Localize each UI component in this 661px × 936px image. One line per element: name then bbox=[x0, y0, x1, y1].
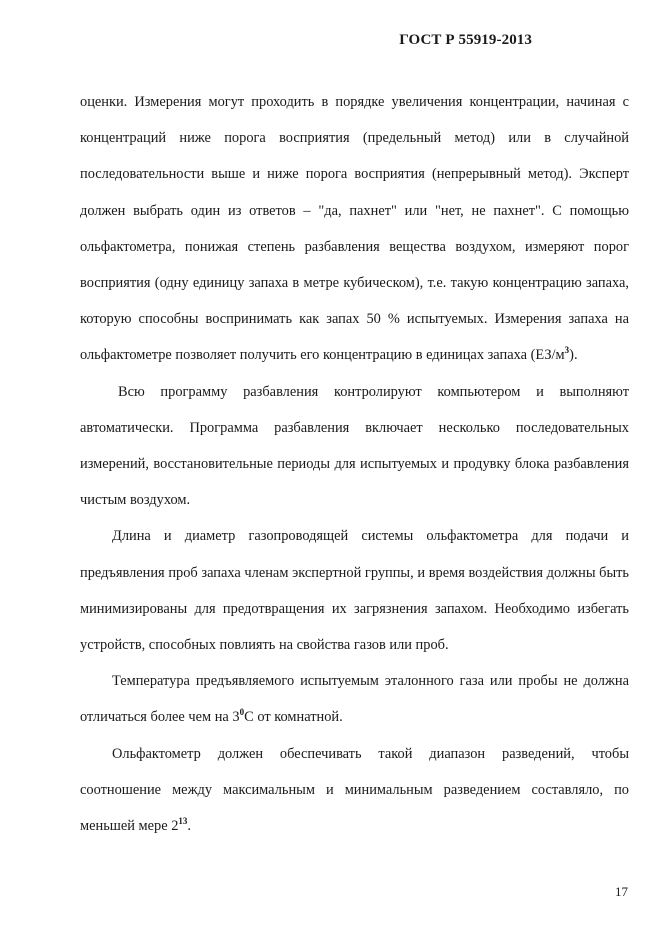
paragraph-temperature bbox=[80, 663, 629, 735]
paragraph-text: Температура предъявляемого испытуемым эталонного газа или пробы не должна отличаться более чем на 3 bbox=[80, 673, 629, 726]
superscript-exponent: 13 bbox=[178, 816, 188, 827]
body-text bbox=[80, 84, 629, 844]
paragraph-text: Ольфактометр должен обеспечивать такой диапазон разведений, чтобы соотношение между максимальным и минимальным разведением составляло, по меньшей мере 2 bbox=[80, 745, 629, 835]
paragraph-text: Длина и диаметр газопроводящей системы ольфактометра для подачи и предъявления проб запаха членам экспертной группы, и время воздействия должны быть минимизированы для предотвращения их загрязнения запахом. Необходимо избегать устройств, способных повлиять на свойства газов или проб. bbox=[80, 528, 629, 654]
paragraph-text-end: . bbox=[187, 818, 192, 835]
paragraph-text-end: С от комнатной. bbox=[244, 709, 343, 726]
paragraph-text: оценки. Измерения могут проходить в порядке увеличения концентрации, начиная с концентраций ниже порога восприятия (предельный метод) или в случайной последовательности выше и ниже порога восприятия (непрерывный метод). Эксперт должен выбрать один из ответов – "да, пахнет" или "нет, не пахнет". С помощью ольфактометра, понижая степень разбавления вещества воздухом, измеряют порог восприятия (одну единицу запаха в метре кубическом), т.е. такую концентрацию запаха, которую способны воспринимать как запах 50 % испытуемых. Измерения запаха на ольфактометре позволяет получить его концентрацию в единицах запаха (ЕЗ/м bbox=[80, 94, 629, 364]
paragraph-dilution-range bbox=[80, 736, 629, 845]
superscript-cubic: 3 bbox=[564, 345, 570, 356]
superscript-degree: 0 bbox=[239, 707, 245, 718]
paragraph-text-end: ). bbox=[569, 347, 578, 364]
paragraph-dilution-program bbox=[80, 374, 629, 519]
standard-code-header: ГОСТ Р 55919-2013 bbox=[399, 32, 532, 48]
paragraph-measurement-methods bbox=[80, 84, 629, 374]
page-number: 17 bbox=[615, 884, 628, 899]
paragraph-gas-system bbox=[80, 518, 629, 663]
paragraph-text: Всю программу разбавления контролируют компьютером и выполняют автоматически. Программа разбавления включает несколько последовательных измерений, восстановительные периоды для испытуемых и продувку блока разбавления чистым воздухом. bbox=[80, 383, 629, 509]
